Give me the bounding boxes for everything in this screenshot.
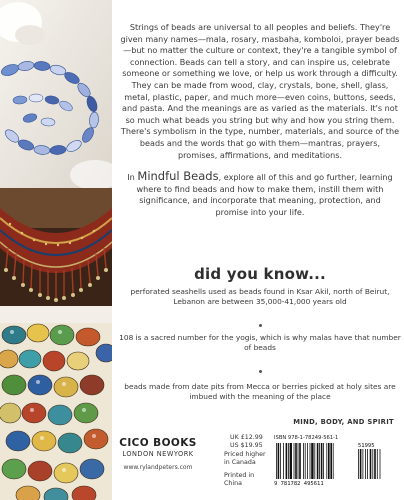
price-block bbox=[224, 434, 272, 488]
book-title: Mindful Beads bbox=[137, 169, 219, 184]
barcode-bar bbox=[307, 443, 308, 479]
book-intro-prefix: In bbox=[127, 172, 135, 183]
publisher-name: CICO BOOKS bbox=[119, 437, 197, 449]
barcode-bar bbox=[326, 443, 327, 479]
description-column bbox=[118, 22, 402, 227]
isbn-number: ISBN 978-1-78249-561-1 bbox=[274, 435, 339, 441]
barcode-bar bbox=[298, 443, 299, 479]
photo-column bbox=[0, 0, 112, 500]
barcode-addon-bar bbox=[380, 449, 381, 479]
barcode-bar bbox=[299, 443, 301, 479]
barcode-bar bbox=[305, 443, 306, 479]
barcode-digits: 9 781782 495611 bbox=[274, 481, 324, 487]
barcode-bar bbox=[311, 443, 313, 479]
barcode-addon-bar bbox=[365, 449, 366, 479]
printed-in: Printed in China bbox=[224, 471, 255, 488]
barcode-bar bbox=[319, 443, 320, 479]
fact-item: perforated seashells used as beads found in Ksar Akil, north of Beirut, Lebanon are between 35,000-41,000 years old bbox=[130, 287, 390, 307]
photo-trade-beads bbox=[0, 323, 112, 500]
fact-item: 108 is a sacred number for the yogis, which is why malas have that number of beads bbox=[119, 333, 401, 353]
barcode-bar bbox=[310, 443, 311, 479]
barcode-addon-digits: 51995 bbox=[358, 443, 375, 449]
barcode-bar bbox=[321, 443, 323, 479]
barcode-addon-bar bbox=[363, 449, 364, 479]
did-you-know-heading: did you know... bbox=[194, 265, 326, 283]
barcode-addon-bar bbox=[374, 449, 376, 479]
barcode-addon-bar bbox=[358, 449, 359, 479]
barcode-addon-bar bbox=[370, 449, 372, 479]
barcode-bar bbox=[303, 443, 304, 479]
barcode-bar bbox=[280, 443, 281, 479]
barcode-addon-bar bbox=[372, 449, 373, 479]
publisher-cities: LONDON NEWYORK bbox=[122, 450, 194, 458]
barcode-bar bbox=[278, 443, 280, 479]
barcode-bar bbox=[288, 443, 289, 479]
barcode-addon-bar bbox=[360, 449, 362, 479]
price-uk: UK £12.99 bbox=[230, 434, 263, 441]
category-label: MIND, BODY, AND SPIRIT bbox=[293, 418, 394, 426]
bullet-dot-icon bbox=[259, 370, 262, 373]
fact-item: beads made from date pits from Mecca or berries picked at holy sites are imbued with the meaning of the place bbox=[124, 382, 396, 402]
barcode-bar bbox=[330, 443, 332, 479]
barcode-addon-bar bbox=[377, 449, 378, 479]
barcode-bar bbox=[276, 443, 277, 479]
barcode-bar bbox=[286, 443, 288, 479]
barcode-bar bbox=[290, 443, 292, 479]
barcode-addon-bar bbox=[367, 449, 368, 479]
price-canada-note: Priced higher in Canada bbox=[224, 450, 266, 467]
publisher-block bbox=[118, 437, 198, 471]
book-paragraph bbox=[118, 171, 402, 218]
book-intro-rest: , explore all of this and go further, learning where to find beads and how to make them, instill them with significance, and incorporate that meaning, protection, and promise into your life. bbox=[136, 172, 393, 217]
intro-paragraph: Strings of beads are universal to all peoples and beliefs. They're given many names—mala, rosary, masbaha, komboloi, prayer beads—but no matter the culture or context, they're a tangible symbol of connection. Beads can tell a story, and can inspire us, celebrate someone or something we love, or help us work through a difficulty. They can be made from wood, clay, crystals, bone, shell, glass, metal, plastic, paper, and much more—even coins, buttons, seeds, and pasta. And the meanings are as varied as the materials. It's not so much what beads you string but why and how you string them. There's symbolism in the type, number, materials, and source of the beads and the words that go with them—mantras, prayers, promises, affirmations, and meditations. bbox=[120, 22, 400, 160]
barcode-bar bbox=[323, 443, 324, 479]
barcode-bar bbox=[328, 443, 330, 479]
barcode bbox=[272, 435, 394, 490]
photo-paper-beads bbox=[0, 0, 112, 188]
barcode-bar bbox=[333, 443, 334, 479]
barcode-bars bbox=[272, 441, 394, 487]
price-us: US $19.95 bbox=[230, 442, 263, 450]
barcode-bar bbox=[314, 443, 315, 479]
photo-collar-necklace bbox=[0, 188, 112, 323]
bullet-dot-icon bbox=[259, 324, 262, 327]
publisher-url: www.rylandpeters.com bbox=[123, 464, 193, 471]
barcode-bar bbox=[295, 443, 297, 479]
barcode-bar bbox=[283, 443, 284, 479]
barcode-bar bbox=[294, 443, 295, 479]
barcode-bar bbox=[317, 443, 319, 479]
